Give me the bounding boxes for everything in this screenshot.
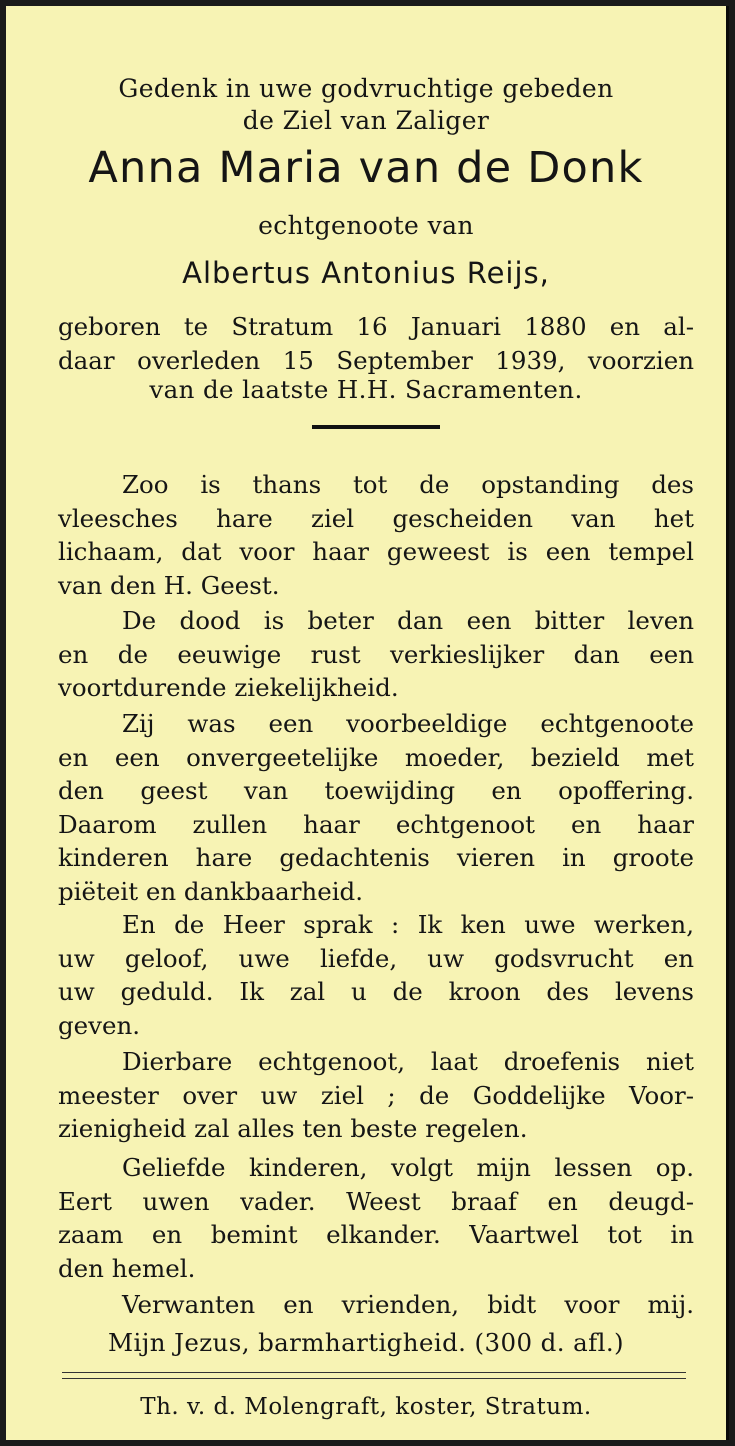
- birth-death-info: [58, 310, 694, 377]
- paragraph-line: van den H. Geest.: [58, 570, 280, 600]
- birth-line: geboren te Stratum 16 Januari 1880 en al-: [58, 312, 694, 341]
- paragraph-line: kinderen hare gedachtenis vieren in groote: [58, 843, 694, 872]
- spouse-name: Albertus Antonius Reijs,: [182, 256, 550, 290]
- paragraph-line: uw geloof, uwe liefde, uw godsvrucht en: [58, 943, 694, 973]
- paragraph-line: Zij was een voorbeeldige echtgenoote: [122, 709, 694, 738]
- paragraph-line: vleesches hare ziel gescheiden van het: [58, 503, 694, 533]
- paragraph-4: [58, 908, 694, 1042]
- paragraph-line: De dood is beter dan een bitter leven: [122, 606, 694, 635]
- paragraph-6: [58, 1151, 694, 1285]
- intro-line-2: de Ziel van Zaliger: [242, 106, 490, 135]
- ornamental-rule: [312, 425, 440, 429]
- footer-rule-bottom: [62, 1378, 686, 1379]
- paragraph-line: geven.: [58, 1010, 141, 1040]
- indulgence-prayer: Mijn Jezus, barmhartigheid. (300 d. afl.): [108, 1328, 624, 1357]
- paragraph-line: den hemel.: [58, 1253, 196, 1283]
- paragraph-line: zienigheid zal alles ten beste regelen.: [58, 1114, 528, 1143]
- paragraph-5: [58, 1045, 694, 1146]
- sacraments-line: van de laatste H.H. Sacramenten.: [149, 375, 583, 404]
- paragraph-3: [58, 707, 694, 908]
- farewell: [58, 1288, 694, 1322]
- memorial-card: [6, 6, 729, 1440]
- paragraph-line: uw geduld. Ik zal u de kroon des levens: [58, 977, 694, 1006]
- paragraph-line: En de Heer sprak : Ik ken uwe werken,: [122, 910, 694, 939]
- spouse-intro: echtgenoote van: [258, 211, 474, 240]
- paragraph-line: zaam en bemint elkander. Vaartwel tot in: [58, 1220, 694, 1249]
- paragraph-line: Dierbare echtgenoot, laat droefenis niet: [122, 1047, 694, 1076]
- farewell-line: Verwanten en vrienden, bidt voor mij.: [122, 1290, 694, 1319]
- paragraph-line: voortdurende ziekelijkheid.: [58, 673, 399, 702]
- paragraph-line: den geest van toewijding en opoffering.: [58, 776, 694, 805]
- paragraph-line: en de eeuwige rust verkieslijker dan een: [58, 639, 694, 669]
- intro-line: Gedenk in uwe godvruchtige gebeden: [118, 74, 614, 103]
- paragraph-line: Eert uwen vader. Weest braaf en deugd-: [58, 1186, 694, 1216]
- paragraph-line: piëteit en dankbaarheid.: [58, 876, 364, 906]
- footer-rule-top: [62, 1372, 686, 1373]
- paragraph-1: [58, 468, 694, 602]
- printer-credit: Th. v. d. Molengraft, koster, Stratum.: [140, 1394, 592, 1420]
- death-line: daar overleden 15 September 1939, voorzien: [58, 345, 694, 375]
- deceased-name: Anna Maria van de Donk: [88, 143, 644, 193]
- paragraph-line: Geliefde kinderen, volgt mijn lessen op.: [122, 1153, 694, 1182]
- paragraph-line: meester over uw ziel ; de Goddelijke Voor-: [58, 1080, 694, 1110]
- paragraph-line: Zoo is thans tot de opstanding des: [122, 470, 694, 499]
- paragraph-2: [58, 604, 694, 705]
- paragraph-line: lichaam, dat voor haar geweest is een tempel: [58, 537, 694, 566]
- paragraph-line: Daarom zullen haar echtgenoot en haar: [58, 809, 694, 839]
- paragraph-line: en een onvergeetelijke moeder, bezield met: [58, 742, 694, 772]
